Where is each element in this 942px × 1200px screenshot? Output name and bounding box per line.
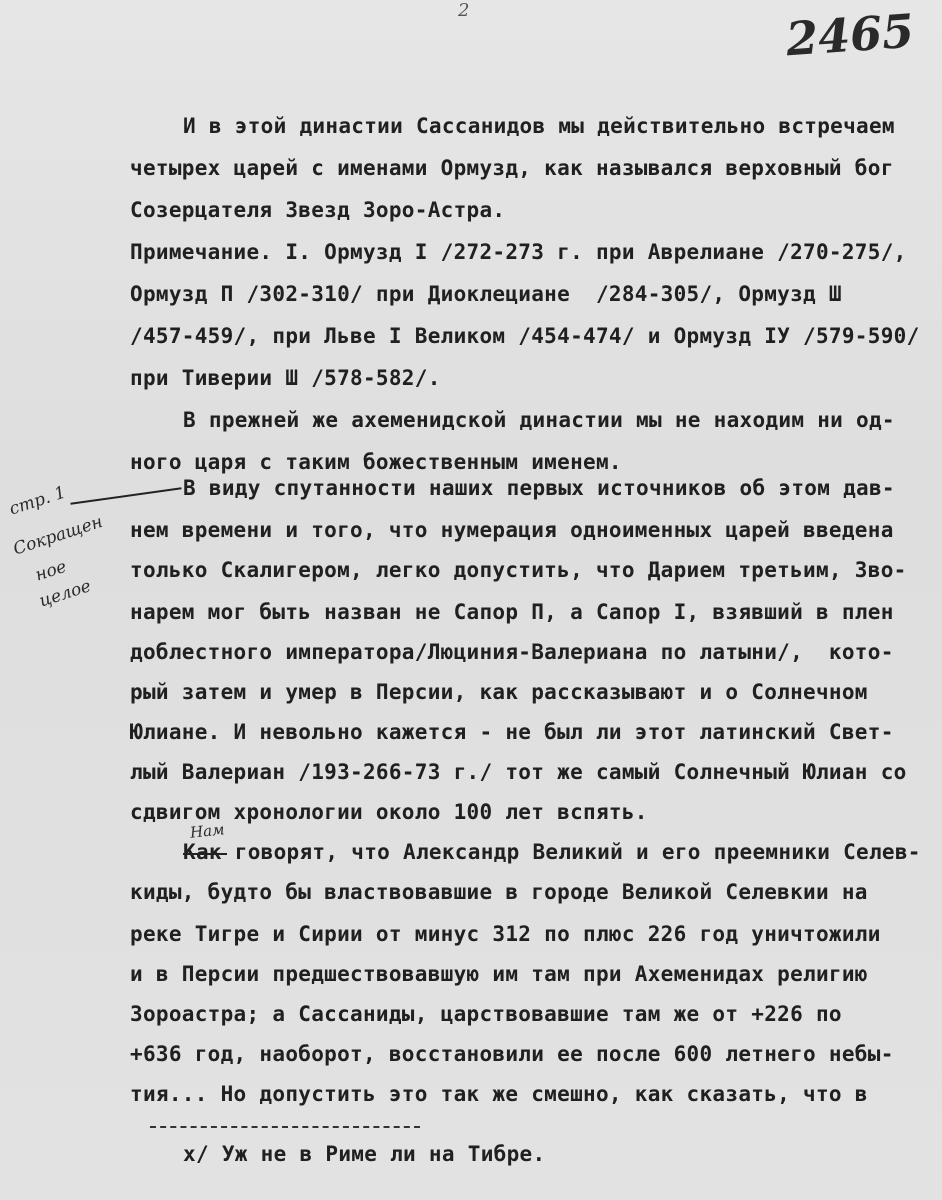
text-line: рый затем и умер в Персии, как рассказывают и о Солнечном (130, 680, 868, 704)
strikethrough-mark (183, 853, 227, 855)
text-line: при Тиверии Ш /578-582/. (130, 366, 441, 390)
text-line: лый Валериан /193-266-73 г./ тот же самый Солнечный Юлиан со (130, 760, 907, 784)
margin-pointer-line (70, 487, 181, 505)
text-line: Юлиане. И невольно кажется - не был ли этот латинский Свет- (130, 720, 894, 744)
text-line: нарем мог быть назван не Сапор П, а Сапор I, взявший в плен (130, 600, 894, 624)
text-line: В виду спутанности наших первых источников об этом дав- (183, 476, 895, 500)
text-line: киды, будто бы властвовавшие в городе Великой Селевкии на (130, 880, 868, 904)
handwritten-insert: Нам (189, 820, 226, 842)
folio-number: 2465 (784, 3, 916, 67)
text-line: нем времени и того, что нумерация одноименных царей введена (130, 518, 894, 542)
text-line: И в этой династии Сассанидов мы действительно встречаем (183, 114, 895, 138)
margin-note-line: стр. 1 (6, 482, 69, 520)
margin-note-line: Сокращен (10, 511, 106, 560)
text-line: и в Персии предшествовавшую им там при Ахеменидах религию (130, 962, 868, 986)
text-line: Зороастра; а Сассаниды, царствовавшие там же от +226 по (130, 1002, 842, 1026)
footnote-text: х/ Уж не в Риме ли на Тибре. (183, 1142, 546, 1166)
text-line: +636 год, наоборот, восстановили ее после 600 летнего небы- (130, 1042, 894, 1066)
text-line: В прежней же ахеменидской династии мы не находим ни од- (183, 408, 895, 432)
text-line: ного царя с таким божественным именем. (130, 450, 622, 474)
margin-note-line: ное (32, 556, 70, 586)
text-line: доблестного императора/Люциния-Валериана по латыни/, кото- (130, 640, 894, 664)
text-line: реке Тигре и Сирии от минус 312 по плюс 226 год уничтожили (130, 922, 881, 946)
text-line: тия... Но допустить это так же смешно, как сказать, что в (130, 1082, 868, 1106)
text-line: только Скалигером, легко допустить, что Дарием третьим, Зво- (130, 558, 907, 582)
margin-note-line: целое (36, 576, 94, 612)
text-line: Ормузд П /302-310/ при Диоклециане /284-305/, Ормузд Ш (130, 282, 842, 306)
text-line: четырех царей с именами Ормузд, как назывался верховный бог (130, 156, 894, 180)
text-line: Как говорят, что Александр Великий и его преемники Селев- (183, 840, 921, 864)
text-line: сдвигом хронологии около 100 лет вспять. (130, 800, 648, 824)
footnote-separator (150, 1126, 420, 1128)
text-line: Созерцателя Звезд Зоро-Астра. (130, 198, 506, 222)
text-line: Примечание. I. Ормузд I /272-273 г. при Аврелиане /270-275/, (130, 240, 907, 264)
top-mark: 2 (458, 0, 470, 21)
text-line: /457-459/, при Льве I Великом /454-474/ и Ормузд IУ /579-590/ (130, 324, 920, 348)
